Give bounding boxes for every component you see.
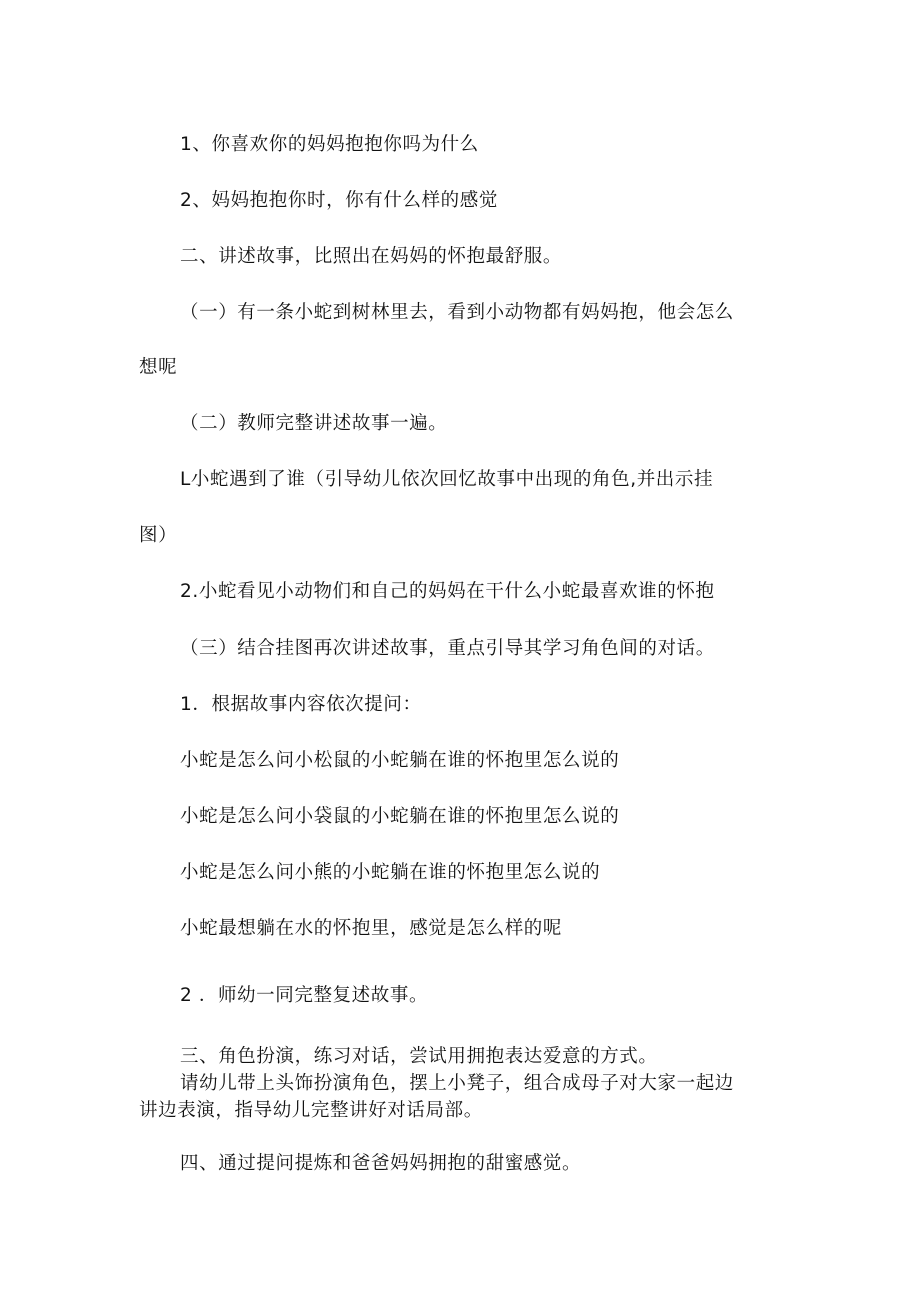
section-heading-3: 三、角色扮演，练习对话，尝试用拥抱表达爱意的方式。 — [180, 1046, 658, 1067]
question-item: 小蛇是怎么问小袋鼠的小蛇躺在谁的怀抱里怎么说的 — [180, 806, 620, 827]
paragraph-line: 1．根据故事内容依次提问： — [180, 694, 422, 715]
question-item: 小蛇最想躺在水的怀抱里，感觉是怎么样的呢 — [180, 918, 563, 939]
paragraph-line: 2.小蛇看见小动物们和自己的妈妈在干什么小蛇最喜欢谁的怀抱 — [180, 581, 715, 602]
paragraph-line: （一）有一条小蛇到树林里去，看到小动物都有妈妈抱，他会怎么 — [180, 302, 734, 323]
paragraph-line-continuation: 讲边表演，指导幼儿完整讲好对话局部。 — [139, 1100, 483, 1121]
paragraph-line: 请幼儿带上头饰扮演角色，摆上小凳子，组合成母子对大家一起边 — [180, 1073, 734, 1094]
paragraph-line: （二）教师完整讲述故事一遍。 — [180, 413, 448, 434]
question-item: 小蛇是怎么问小熊的小蛇躺在谁的怀抱里怎么说的 — [180, 862, 601, 883]
question-line-2: 2、妈妈抱抱你时，你有什么样的感觉 — [180, 190, 498, 211]
question-line-1: 1、你喜欢你的妈妈抱抱你吗为什么 — [180, 134, 479, 155]
paragraph-line-continuation: 想呢 — [139, 357, 178, 378]
question-item: 小蛇是怎么问小松鼠的小蛇躺在谁的怀抱里怎么说的 — [180, 750, 620, 771]
paragraph-line: L小蛇遇到了谁（引导幼儿依次回忆故事中出现的角色,并出示挂 — [180, 469, 714, 490]
paragraph-line: （三）结合挂图再次讲述故事，重点引导其学习角色间的对话。 — [180, 638, 715, 659]
paragraph-line-continuation: 图） — [139, 525, 178, 546]
section-heading-4: 四、通过提问提炼和爸爸妈妈拥抱的甜蜜感觉。 — [180, 1153, 582, 1174]
paragraph-line: 2 ．师幼一同完整复述故事。 — [180, 985, 429, 1006]
section-heading-2: 二、讲述故事，比照出在妈妈的怀抱最舒服。 — [180, 246, 563, 267]
